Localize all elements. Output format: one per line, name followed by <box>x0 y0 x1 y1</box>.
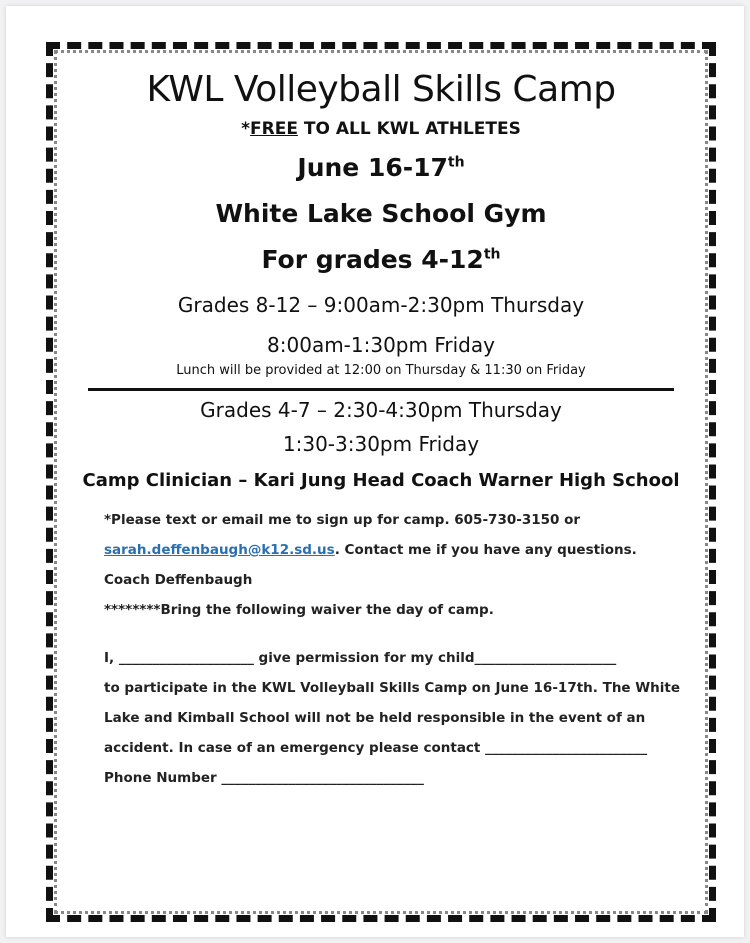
signup-line: *Please text or email me to sign up for camp. 605-730-3150 or <box>104 512 581 528</box>
free-notice <box>64 118 698 140</box>
flyer-page <box>6 6 744 937</box>
schedule-younger-friday: 1:30-3:30pm Friday <box>282 432 480 456</box>
camp-location: White Lake School Gym <box>215 199 547 228</box>
flyer-title: KWL Volleyball Skills Camp <box>146 69 616 110</box>
waiver-form <box>104 643 698 793</box>
lunch-note: Lunch will be provided at 12:00 on Thursday & 11:30 on Friday <box>176 363 586 378</box>
camp-dates-sup: th <box>447 154 465 171</box>
waiver-note: ********Bring the following waiver the day of camp. <box>104 602 494 618</box>
camp-dates <box>64 152 698 184</box>
camp-clinician: Camp Clinician – Kari Jung Head Coach Warner High School <box>82 470 680 491</box>
waiver-line-5: Phone Number ______________________________ <box>104 770 424 786</box>
schedule-older-thursday: Grades 8-12 – 9:00am-2:30pm Thursday <box>177 293 585 317</box>
free-rest: TO ALL KWL ATHLETES <box>297 119 521 139</box>
camp-dates-main: June 16-17 <box>297 153 448 182</box>
free-prefix: * <box>241 119 251 139</box>
waiver-line-1: I, ____________________ give permission for my child_____________________ <box>104 650 617 666</box>
flyer-content <box>64 58 698 793</box>
section-divider <box>88 388 674 391</box>
free-word: FREE <box>250 119 298 139</box>
waiver-line-4: accident. In case of an emergency please contact ________________________ <box>104 740 648 756</box>
camp-grades-sup: th <box>483 246 501 263</box>
schedule-older-friday: 8:00am-1:30pm Friday <box>267 333 495 357</box>
signup-info <box>104 505 698 793</box>
contact-rest: . Contact me if you have any questions. <box>334 542 637 558</box>
waiver-line-2: to participate in the KWL Volleyball Skills Camp on June 16-17th. The White <box>104 680 681 696</box>
schedule-younger-thursday: Grades 4-7 – 2:30-4:30pm Thursday <box>200 398 562 422</box>
camp-grades-main: For grades 4-12 <box>261 245 484 274</box>
camp-grades <box>64 244 698 276</box>
email-link[interactable]: sarah.deffenbaugh@k12.sd.us <box>104 542 335 558</box>
contact-line <box>104 535 698 565</box>
waiver-line-3: Lake and Kimball School will not be held responsible in the event of an <box>104 710 646 726</box>
coach-name: Coach Deffenbaugh <box>104 572 253 588</box>
